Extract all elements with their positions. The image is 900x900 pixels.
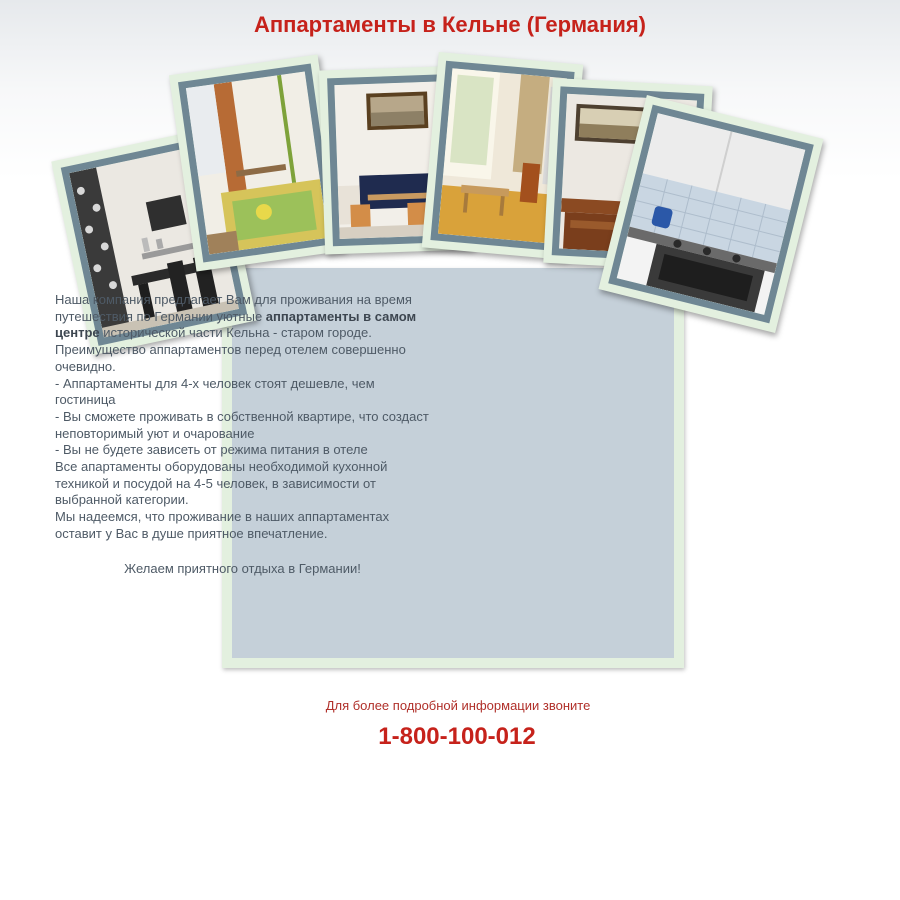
intro-text: Наша компания предлагает Вам для проживания на время путешествия по Германии уютные bbox=[55, 292, 412, 324]
advantage-point: - Вы сможете проживать в собственной квартире, что создаст неповторимый уют и очарование bbox=[55, 408, 429, 441]
wish-text: Желаем приятного отдыха в Германии! bbox=[124, 560, 361, 576]
content-text bbox=[55, 292, 430, 577]
page-title: Аппартаменты в Кельне (Германия) bbox=[253, 12, 647, 37]
intro-highlight: аппартаменты в самом центре bbox=[55, 308, 417, 341]
equipment-text: Все апартаменты оборудованы необходимой кухонной техникой и посудой на 4-5 человек, в зависимости от выбранной категории. bbox=[55, 459, 388, 508]
advantage-point: - Аппартаменты для 4-х человек стоят дешевле, чем гостиница bbox=[55, 375, 375, 408]
photo-frame bbox=[608, 105, 814, 324]
kitchen-photo-icon bbox=[617, 113, 806, 315]
photo-frame bbox=[178, 64, 336, 263]
advantage-point: - Вы не будете зависеть от режима питания в отеле bbox=[55, 442, 368, 458]
intro-text-end: исторической части Кельна - старом городе. bbox=[99, 325, 372, 341]
intro-paragraph bbox=[55, 292, 430, 342]
contact-info-text: Для более подробной информации звоните bbox=[325, 698, 591, 713]
hope-text: Мы надеемся, что проживание в наших аппартаментах оставит у Вас в душе приятное впечатление. bbox=[55, 509, 390, 541]
bedroom-photo-icon bbox=[186, 71, 328, 254]
advantage-title: Преимущество аппартаментов перед отелем совершенно очевидно. bbox=[55, 342, 406, 374]
phone-number[interactable]: 1-800-100-012 bbox=[378, 723, 536, 750]
